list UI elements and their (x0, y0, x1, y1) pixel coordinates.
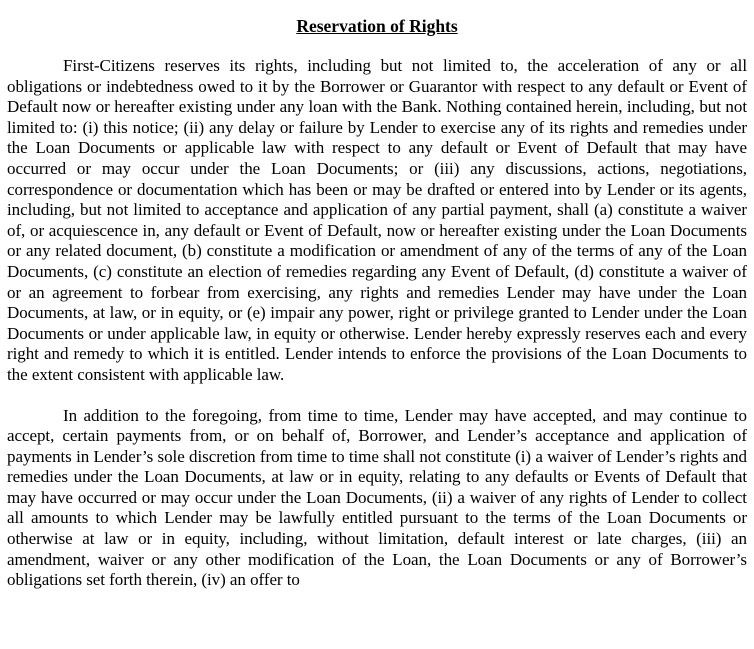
section-heading: Reservation of Rights (296, 16, 458, 36)
paragraph-payments: In addition to the foregoing, from time to time, Lender may have accepted, and may continue to accept, certain payments from, or on behalf of, Borrower, and Lender’s acceptance and application of payments in Lender’s sole discretion from time to time shall not constitute (i) a waiver of Lender’s rights and remedies under the Loan Documents, at law or in equity, relating to any defaults or Events of Default that may have occurred or may occur under the Loan Documents, (ii) a waiver of any rights of Lender to collect all amounts to which Lender may be lawfully entitled pursuant to the terms of the Loan Documents or otherwise at law or in equity, including, without limitation, default interest or late charges, (iii) an amendment, waiver or any other modification of the Loan, the Loan Documents or any of Borrower’s obligations set forth therein, (iv) an offer to (7, 405, 747, 590)
paragraph-reservation: First-Citizens reserves its rights, including but not limited to, the acceleration of any or all obligations or indebtedness owed to it by the Borrower or Guarantor with respect to any default or Event of Default now or hereafter existing under any loan with the Bank. Nothing contained herein, including, but not limited to: (i) this notice; (ii) any delay or failure by Lender to exercise any of its rights and remedies under the Loan Documents or applicable law with respect to any default or Event of Default that may have occurred or may occur under the Loan Documents; or (iii) any discussions, actions, negotiations, correspondence or documentation which has been or may be drafted or entered into by Lender or its agents, including, but not limited to acceptance and application of any partial payment, shall (a) constitute a waiver of, or acquiescence in, any default or Event of Default, now or hereafter existing under the Loan Documents or any related document, (b) constitute a modification or amendment of any of the terms of any of the Loan Documents, (c) constitute an election of remedies regarding any Event of Default, (d) constitute a waiver of or an agreement to forbear from exercising, any rights and remedies Lender may have under the Loan Documents, at law, or in equity, or (e) impair any power, right or privilege granted to Lender under the Loan Documents or under applicable law, in equity or otherwise. Lender hereby expressly reserves each and every right and remedy to which it is entitled. Lender intends to enforce the provisions of the Loan Documents to the extent consistent with applicable law. (7, 56, 747, 384)
document-page (7, 16, 747, 611)
